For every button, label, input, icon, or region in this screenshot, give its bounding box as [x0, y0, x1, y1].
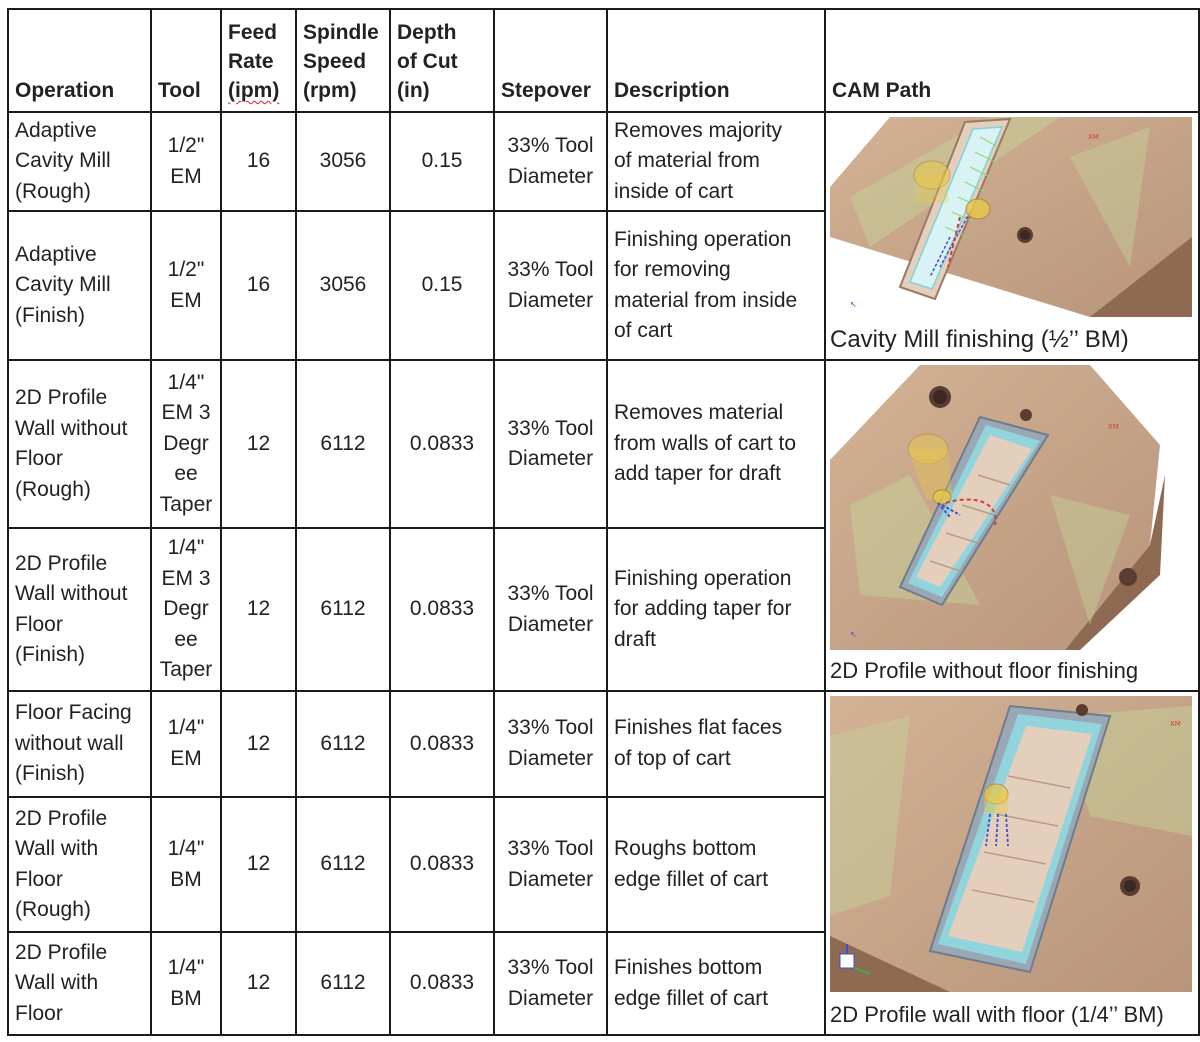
table-row — [8, 112, 1199, 211]
stepover-cell: 33% Tool Diameter — [494, 932, 607, 1035]
description-cell: Removes majority of material from inside of cart — [607, 112, 825, 211]
cam-path-image-cavity-mill — [830, 117, 1192, 317]
stepover-cell: 33% Tool Diameter — [494, 691, 607, 797]
feed-cell: 12 — [221, 932, 296, 1035]
spindle-cell: 3056 — [296, 211, 390, 360]
axis-label: XM — [1088, 133, 1099, 141]
cam-path-cell-1 — [825, 112, 1199, 360]
spindle-cell: 6112 — [296, 797, 390, 933]
tool-cell: 1/2" EM — [151, 112, 221, 211]
svg-text:↖: ↖ — [850, 300, 857, 309]
description-cell: Finishes flat faces of top of cart — [607, 691, 825, 797]
header-depth-of-cut: Depth of Cut (in) — [390, 9, 494, 112]
feed-cell: 16 — [221, 112, 296, 211]
header-tool: Tool — [151, 9, 221, 112]
header-description: Description — [607, 9, 825, 112]
svg-text:↖: ↖ — [850, 630, 857, 639]
cam-path-cell-3 — [825, 691, 1199, 1035]
operation-cell: Adaptive Cavity Mill (Finish) — [8, 211, 151, 360]
description-cell: Removes material from walls of cart to add taper for draft — [607, 360, 825, 528]
cam-caption-3: 2D Profile wall with floor (1/4’’ BM) — [830, 1001, 1164, 1027]
stepover-cell: 33% Tool Diameter — [494, 112, 607, 211]
depth-cell: 0.15 — [390, 112, 494, 211]
operations-table — [7, 8, 1200, 1036]
operation-cell: Floor Facing without wall (Finish) — [8, 691, 151, 797]
table-row — [8, 691, 1199, 797]
depth-cell: 0.0833 — [390, 691, 494, 797]
operation-cell: 2D Profile Wall without Floor (Rough) — [8, 360, 151, 528]
header-cam-path: CAM Path — [825, 9, 1199, 112]
axis-label: XM — [1170, 720, 1181, 728]
header-stepover: Stepover — [494, 9, 607, 112]
cam-path-image-profile-without-floor — [830, 365, 1192, 650]
axis-label: XM — [1108, 423, 1119, 431]
header-spindle-speed: Spindle Speed (rpm) — [296, 9, 390, 112]
stepover-cell: 33% Tool Diameter — [494, 360, 607, 528]
operation-cell: 2D Profile Wall without Floor (Finish) — [8, 528, 151, 691]
spindle-cell: 3056 — [296, 112, 390, 211]
description-cell: Finishing operation for removing material from inside of cart — [607, 211, 825, 360]
cam-caption-1: Cavity Mill finishing (½’’ BM) — [830, 325, 1129, 353]
feed-cell: 12 — [221, 528, 296, 691]
tool-cell: 1/4" EM 3 Degr ee Taper — [151, 528, 221, 691]
feed-cell: 16 — [221, 211, 296, 360]
operation-cell: 2D Profile Wall with Floor — [8, 932, 151, 1035]
tool-cell: 1/2" EM — [151, 211, 221, 360]
depth-cell: 0.0833 — [390, 528, 494, 691]
table-row — [8, 360, 1199, 528]
header-operation: Operation — [8, 9, 151, 112]
description-cell: Finishes bottom edge fillet of cart — [607, 932, 825, 1035]
tool-cell: 1/4" EM 3 Degr ee Taper — [151, 360, 221, 528]
spindle-cell: 6112 — [296, 691, 390, 797]
description-cell: Finishing operation for adding taper for draft — [607, 528, 825, 691]
cam-caption-2: 2D Profile without floor finishing — [830, 657, 1139, 683]
header-feed-rate: Feed Rate (ipm) — [221, 9, 296, 112]
spindle-cell: 6112 — [296, 360, 390, 528]
stepover-cell: 33% Tool Diameter — [494, 211, 607, 360]
description-cell: Roughs bottom edge fillet of cart — [607, 797, 825, 933]
tool-cell: 1/4" BM — [151, 932, 221, 1035]
feed-cell: 12 — [221, 797, 296, 933]
operation-cell: Adaptive Cavity Mill (Rough) — [8, 112, 151, 211]
depth-cell: 0.15 — [390, 211, 494, 360]
header-row — [8, 9, 1199, 112]
stepover-cell: 33% Tool Diameter — [494, 528, 607, 691]
depth-cell: 0.0833 — [390, 932, 494, 1035]
stepover-cell: 33% Tool Diameter — [494, 797, 607, 933]
spindle-cell: 6112 — [296, 528, 390, 691]
feed-cell: 12 — [221, 691, 296, 797]
tool-cell: 1/4" BM — [151, 797, 221, 933]
feed-cell: 12 — [221, 360, 296, 528]
cam-path-image-profile-with-floor — [830, 696, 1192, 992]
spindle-cell: 6112 — [296, 932, 390, 1035]
cam-path-cell-2 — [825, 360, 1199, 691]
depth-cell: 0.0833 — [390, 360, 494, 528]
tool-cell: 1/4" EM — [151, 691, 221, 797]
operation-cell: 2D Profile Wall with Floor (Rough) — [8, 797, 151, 933]
depth-cell: 0.0833 — [390, 797, 494, 933]
